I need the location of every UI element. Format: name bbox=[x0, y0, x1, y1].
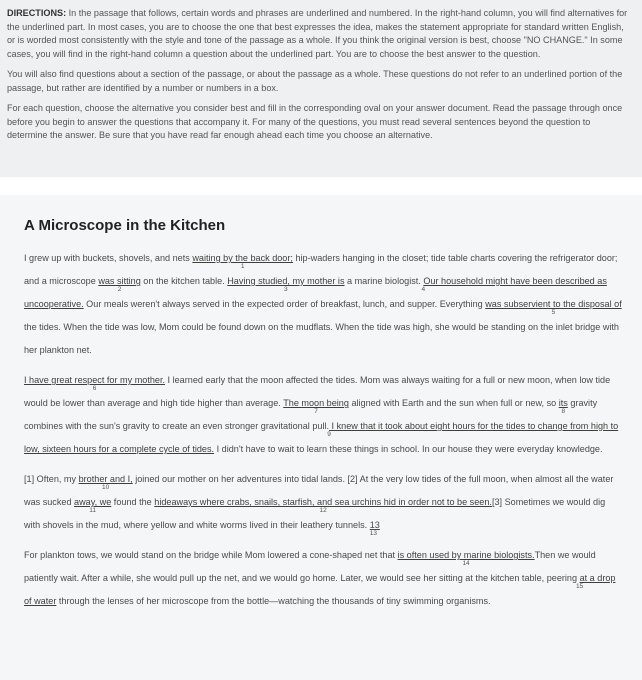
question-number-4: 4 bbox=[421, 286, 426, 293]
question-number-3: 3 bbox=[284, 286, 288, 293]
underlined-text: waiting by the back door; bbox=[192, 253, 293, 263]
directions-label: DIRECTIONS: bbox=[7, 8, 67, 18]
directions-paragraph-2: You will also find questions about a section of the passage, or about the passage as a whole. These questions do not refer to an underlined portion of the passage, but rather are identified by a number or numbers in a box. bbox=[7, 69, 623, 93]
passage-title: A Microscope in the Kitchen bbox=[24, 217, 226, 234]
passage-text: on the kitchen table. bbox=[140, 276, 228, 286]
underlined-phrase-2[interactable] bbox=[98, 276, 141, 293]
underlined-phrase-6[interactable] bbox=[24, 375, 166, 392]
underlined-text: Our household might have been described as uncooperative. bbox=[24, 276, 607, 309]
underlined-phrase-8[interactable] bbox=[558, 398, 568, 415]
question-number-6: 6 bbox=[92, 385, 97, 392]
passage-section bbox=[0, 195, 642, 680]
passage-paragraph-1 bbox=[24, 247, 622, 362]
passage-text: aligned with Earth and the sun when full or new, so bbox=[348, 398, 559, 408]
passage-text: Then we would patiently wait. After a while, she would pull up the net, and we would go home. Later, we would see her sitting at the kitchen table, peering bbox=[24, 550, 596, 583]
question-number-5: 5 bbox=[551, 309, 556, 316]
question-number-8: 8 bbox=[561, 408, 566, 415]
passage-text: a marine biologist. bbox=[344, 276, 424, 286]
question-number-2: 2 bbox=[117, 286, 122, 293]
passage-text: through the lenses of her microscope from the bottle—watching the thousands of tiny swimming organisms. bbox=[56, 596, 491, 606]
passage-paragraph-3 bbox=[24, 468, 622, 537]
passage-text: the tides. When the tide was low, Mom could be found down on the mudflats. When the tide was high, she would be standing on the inlet bridge with her plankton net. bbox=[24, 322, 619, 355]
question-number-15: 15 bbox=[575, 583, 584, 590]
underlined-text: its bbox=[558, 398, 568, 408]
underlined-text: is often used by marine biologists. bbox=[397, 550, 535, 560]
underlined-text: was sitting bbox=[98, 276, 141, 286]
passage-text: joined our mother on her adventures into tidal lands. [2] At the very low tides of the full moon, when almost all the water was sucked bbox=[24, 474, 614, 507]
underlined-text: away, we bbox=[74, 497, 112, 507]
question-number-12: 12 bbox=[319, 507, 327, 514]
underlined-phrase-10[interactable] bbox=[78, 474, 133, 491]
passage-text: [1] Often, my bbox=[24, 474, 79, 484]
underlined-text: was subservient to the disposal of bbox=[485, 299, 622, 309]
passage-text: hip-waders hanging in the closet; tide table charts covering the refrigerator door; and a microscope bbox=[24, 253, 618, 286]
question-number-9: 9 bbox=[327, 431, 331, 438]
underlined-phrase-1[interactable] bbox=[192, 253, 293, 270]
passage-text: found the bbox=[111, 497, 155, 507]
underlined-phrase-3[interactable] bbox=[227, 276, 345, 293]
passage-text: Our meals weren't always served in the expected order of breakfast, lunch, and supper. Everything bbox=[83, 299, 486, 309]
boxed-question-13[interactable] bbox=[369, 520, 380, 537]
underlined-phrase-11[interactable] bbox=[74, 497, 112, 514]
question-number-11: 11 bbox=[89, 507, 97, 514]
passage-text: [3] Sometimes we would dig with shovels in the mud, where yellow and white worms lived in their leathery tunnels. bbox=[24, 497, 606, 530]
directions-text-1: In the passage that follows, certain words and phrases are underlined and numbered. In the right-hand column, you will find alternatives for the underlined part. In most cases, you are to choose the one that best expresses the idea, makes the statement appropriate for standard written English, or is worded most consistently with the style and tone of the passage as a whole. If you think the original version is best, choose "NO CHANGE." In some cases, you will find in the right-hand column a question about the underlined part. You are to choose the best answer to the question. bbox=[7, 8, 628, 59]
directions-section bbox=[0, 0, 642, 177]
passage-text: gravity combines with the sun's gravity to create an even stronger gravitational pull. bbox=[24, 398, 598, 431]
question-number-1: 1 bbox=[240, 263, 245, 270]
underlined-text: brother and I, bbox=[78, 474, 133, 484]
question-number-14: 14 bbox=[462, 560, 470, 567]
underlined-text: The moon being bbox=[283, 398, 349, 408]
underlined-text: Having studied, my mother is bbox=[227, 276, 345, 286]
underlined-phrase-12[interactable] bbox=[154, 497, 492, 514]
passage-text: I learned early that the moon affected the tides. Mom was always waiting for a full or new moon, when low tide would be lower than average and high tide higher than average. bbox=[24, 375, 611, 408]
passage-paragraph-2 bbox=[24, 369, 622, 461]
underlined-phrase-7[interactable] bbox=[283, 398, 349, 415]
passage-text: For plankton tows, we would stand on the bridge while Mom lowered a cone-shaped net that bbox=[24, 550, 398, 560]
underlined-text: hideaways where crabs, snails, starfish, and sea urchins hid in order not to be seen. bbox=[154, 497, 492, 507]
boxed-number: 13 bbox=[369, 520, 380, 530]
question-number-10: 10 bbox=[102, 484, 110, 491]
question-number-13: 13 bbox=[369, 530, 377, 537]
question-number-7: 7 bbox=[314, 408, 318, 415]
underlined-phrase-14[interactable] bbox=[397, 550, 535, 567]
underlined-text: I have great respect for my mother. bbox=[24, 375, 166, 385]
directions-paragraph-1 bbox=[7, 7, 632, 61]
passage-text: I didn't have to wait to learn these things in school. In our house they were everyday knowledge. bbox=[214, 444, 603, 454]
directions-paragraph-3: For each question, choose the alternative you consider best and fill in the corresponding oval on your answer document. Read the passage through once before you begin to answer the questions that accompany it. For many of the questions, you must read several sentences beyond the question to determine the answer. Be sure that you have read far enough ahead each time you choose an alternative. bbox=[7, 103, 623, 140]
passage-paragraph-4 bbox=[24, 544, 622, 613]
underlined-text: at a drop of water bbox=[24, 573, 616, 606]
passage-text: I grew up with buckets, shovels, and nets bbox=[24, 253, 193, 263]
underlined-text: I knew that it took about eight hours for the tides to change from high to low, sixteen hours for a complete cycle of tides. bbox=[24, 421, 619, 454]
underlined-phrase-5[interactable] bbox=[485, 299, 622, 316]
